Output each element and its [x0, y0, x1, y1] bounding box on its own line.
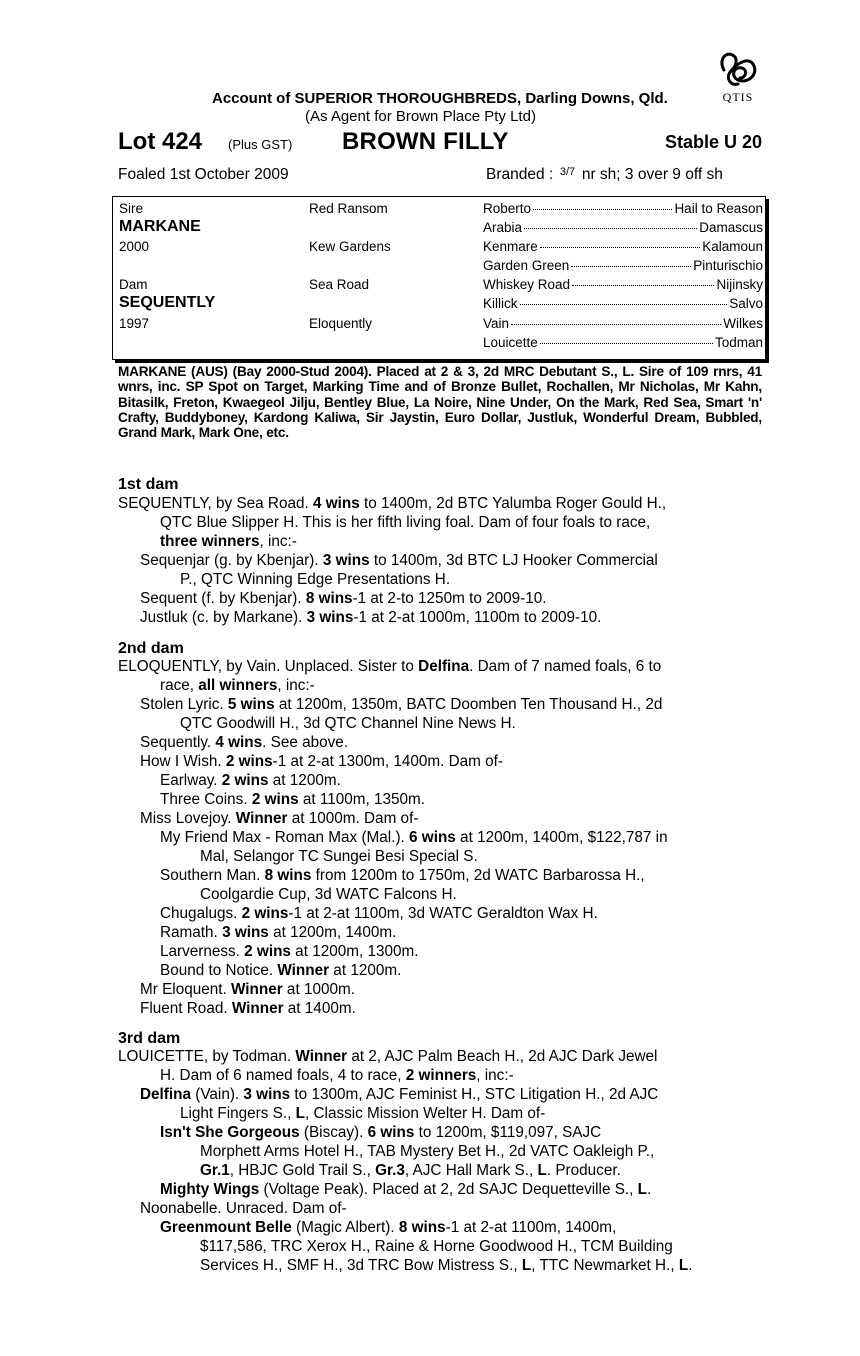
ancestor-left: Garden Green: [483, 258, 570, 273]
dam-line: three winners, inc:-: [160, 533, 297, 550]
progeny-line: Noonabelle. Unraced. Dam of-: [140, 1200, 347, 1217]
progeny-line: Earlway. 2 wins at 1200m.: [160, 772, 341, 789]
progeny-line: $117,586, TRC Xerox H., Raine & Horne Goodwood H., TCM Building: [200, 1238, 673, 1255]
dam-line: ELOQUENTLY, by Vain. Unplaced. Sister to Delfina. Dam of 7 named foals, 6 to: [118, 658, 662, 675]
progeny-line: Morphett Arms Hotel H., TAB Mystery Bet H., 2d VATC Oakleigh P.,: [200, 1143, 655, 1160]
dam-line: race, all winners, inc:-: [160, 677, 315, 694]
progeny-line: Isn't She Gorgeous (Biscay). 6 wins to 1200m, $119,097, SAJC: [160, 1124, 602, 1141]
dam-sire: Sea Road: [309, 277, 370, 292]
sire-name: MARKANE: [119, 218, 201, 235]
progeny-line: Stolen Lyric. 5 wins at 1200m, 1350m, BATC Doomben Ten Thousand H., 2d: [140, 696, 663, 713]
progeny-line: Sequently. 4 wins. See above.: [140, 734, 349, 751]
ancestor-row: [483, 220, 763, 235]
ancestor-right: Damascus: [699, 220, 763, 235]
progeny-line: QTC Goodwill H., 3d QTC Channel Nine News H.: [180, 715, 516, 732]
ancestor-row: [483, 335, 763, 350]
ancestor-row: [483, 258, 763, 273]
sire-summary: MARKANE (AUS) (Bay 2000-Stud 2004). Placed at 2 & 3, 2d MRC Debutant S., L. Sire of 109 rnrs, 41 wnrs, inc. SP Spot on Target, Marking Time and of Bronze Bullet, Rochallen, Mr Nicholas, Mr Kahn, Bitasilk, Freton, Kwaegeol Jilju, Bentley Blue, La Noire, Nine Under, On the Mark, Red Sea, Smart 'n' Crafty, Buddyboney, Kardong Kaliwa, Sir Jaystin, Euro Dollar, Justluk, Wonderful Dream, Bubbled, Grand Mark, Mark One, etc.: [118, 364, 762, 441]
ancestor-left: Louicette: [483, 335, 538, 350]
ancestor-left: Killick: [483, 296, 518, 311]
ancestor-right: Wilkes: [723, 316, 763, 331]
ancestor-row: [483, 201, 763, 216]
progeny-line: Mr Eloquent. Winner at 1000m.: [140, 981, 355, 998]
ancestor-right: Pinturischio: [693, 258, 763, 273]
ancestor-left: Arabia: [483, 220, 523, 235]
progeny-line: Gr.1, HBJC Gold Trail S., Gr.3, AJC Hall Mark S., L. Producer.: [200, 1162, 621, 1179]
brand-mark: 3/7: [559, 166, 576, 178]
progeny-line: Greenmount Belle (Magic Albert). 8 wins-1 at 2-at 1100m, 1400m,: [160, 1219, 617, 1236]
progeny-line: Mal, Selangor TC Sungei Besi Special S.: [200, 848, 478, 865]
progeny-line: Larverness. 2 wins at 1200m, 1300m.: [160, 943, 419, 960]
progeny-line: How I Wish. 2 wins-1 at 2-at 1300m, 1400m. Dam of-: [140, 753, 504, 770]
progeny-line: Miss Lovejoy. Winner at 1000m. Dam of-: [140, 810, 419, 827]
lot-line: [118, 128, 762, 158]
progeny-line: Mighty Wings (Voltage Peak). Placed at 2, 2d SAJC Dequetteville S., L.: [160, 1181, 652, 1198]
ancestor-row: [483, 239, 763, 254]
progeny-line: Sequent (f. by Kbenjar). 8 wins-1 at 2-to 1250m to 2009-10.: [140, 590, 547, 607]
ancestor-left: Whiskey Road: [483, 277, 571, 292]
vendor-agent: (As Agent for Brown Place Pty Ltd): [305, 108, 536, 125]
second-dam-heading: 2nd dam: [118, 640, 184, 657]
ancestor-row: [483, 316, 763, 331]
progeny-line: Fluent Road. Winner at 1400m.: [140, 1000, 356, 1017]
branded-details: nr sh; 3 over 9 off sh: [581, 166, 723, 183]
progeny-line: Three Coins. 2 wins at 1100m, 1350m.: [160, 791, 426, 808]
gst-note: (Plus GST): [228, 137, 293, 152]
dam-name: SEQUENTLY: [119, 294, 216, 311]
ancestor-left: Vain: [483, 316, 510, 331]
third-dam-heading: 3rd dam: [118, 1030, 181, 1047]
progeny-line: Bound to Notice. Winner at 1200m.: [160, 962, 402, 979]
progeny-line: P., QTC Winning Edge Presentations H.: [180, 571, 451, 588]
ancestor-left: Roberto: [483, 201, 532, 216]
ancestor-row: [483, 296, 763, 311]
qtis-emblem-icon: [716, 48, 760, 88]
vendor-account: Account of SUPERIOR THOROUGHBREDS, Darling Downs, Qld.: [212, 90, 668, 107]
ancestor-row: [483, 277, 763, 292]
sire-dam: Kew Gardens: [309, 239, 391, 254]
stable-number: Stable U 20: [664, 132, 762, 152]
dam-line: LOUICETTE, by Todman. Winner at 2, AJC Palm Beach H., 2d AJC Dark Jewel: [118, 1048, 658, 1065]
progeny-line: Sequenjar (g. by Kbenjar). 3 wins to 1400m, 3d BTC LJ Hooker Commercial: [140, 552, 658, 569]
progeny-line: My Friend Max - Roman Max (Mal.). 6 wins at 1200m, 1400m, $122,787 in: [160, 829, 668, 846]
qtis-logo: [712, 48, 764, 110]
ancestor-right: Kalamoun: [702, 239, 763, 254]
first-dam-heading: 1st dam: [118, 476, 179, 493]
ancestor-right: Nijinsky: [716, 277, 763, 292]
ancestor-right: Salvo: [729, 296, 763, 311]
branded-label: Branded :: [486, 166, 554, 183]
horse-description: BROWN FILLY: [342, 128, 509, 155]
dam-line: H. Dam of 6 named foals, 4 to race, 2 winners, inc:-: [160, 1067, 514, 1084]
ancestor-right: Hail to Reason: [674, 201, 763, 216]
progeny-line: Southern Man. 8 wins from 1200m to 1750m, 2d WATC Barbarossa H.,: [160, 867, 645, 884]
dam-line: SEQUENTLY, by Sea Road. 4 wins to 1400m, 2d BTC Yalumba Roger Gould H.,: [118, 495, 667, 512]
sire-label: Sire: [119, 201, 144, 216]
progeny-line: Justluk (c. by Markane). 3 wins-1 at 2-at 1000m, 1100m to 2009-10.: [140, 609, 602, 626]
progeny-line: Coolgardie Cup, 3d WATC Falcons H.: [200, 886, 457, 903]
sire-sire: Red Ransom: [309, 201, 388, 216]
progeny-line: Light Fingers S., L, Classic Mission Welter H. Dam of-: [180, 1105, 546, 1122]
dam-year: 1997: [119, 316, 150, 331]
foaled-date: Foaled 1st October 2009: [118, 166, 289, 183]
sire-year: 2000: [119, 239, 150, 254]
lot-number: Lot 424: [118, 128, 203, 155]
progeny-line: Services H., SMF H., 3d TRC Bow Mistress S., L, TTC Newmarket H., L.: [200, 1257, 693, 1274]
dam-dam: Eloquently: [309, 316, 373, 331]
progeny-line: Chugalugs. 2 wins-1 at 2-at 1100m, 3d WATC Geraldton Wax H.: [160, 905, 598, 922]
ancestor-left: Kenmare: [483, 239, 538, 254]
progeny-line: Ramath. 3 wins at 1200m, 1400m.: [160, 924, 397, 941]
branded-line: [486, 166, 723, 184]
logo-text: QTIS: [722, 90, 754, 104]
pedigree-table: [112, 196, 766, 360]
progeny-line: Delfina (Vain). 3 wins to 1300m, AJC Feminist H., STC Litigation H., 2d AJC: [140, 1086, 659, 1103]
ancestor-right: Todman: [714, 335, 763, 350]
dam-label: Dam: [119, 277, 148, 292]
dam-line: QTC Blue Slipper H. This is her fifth living foal. Dam of four foals to race,: [160, 514, 651, 531]
